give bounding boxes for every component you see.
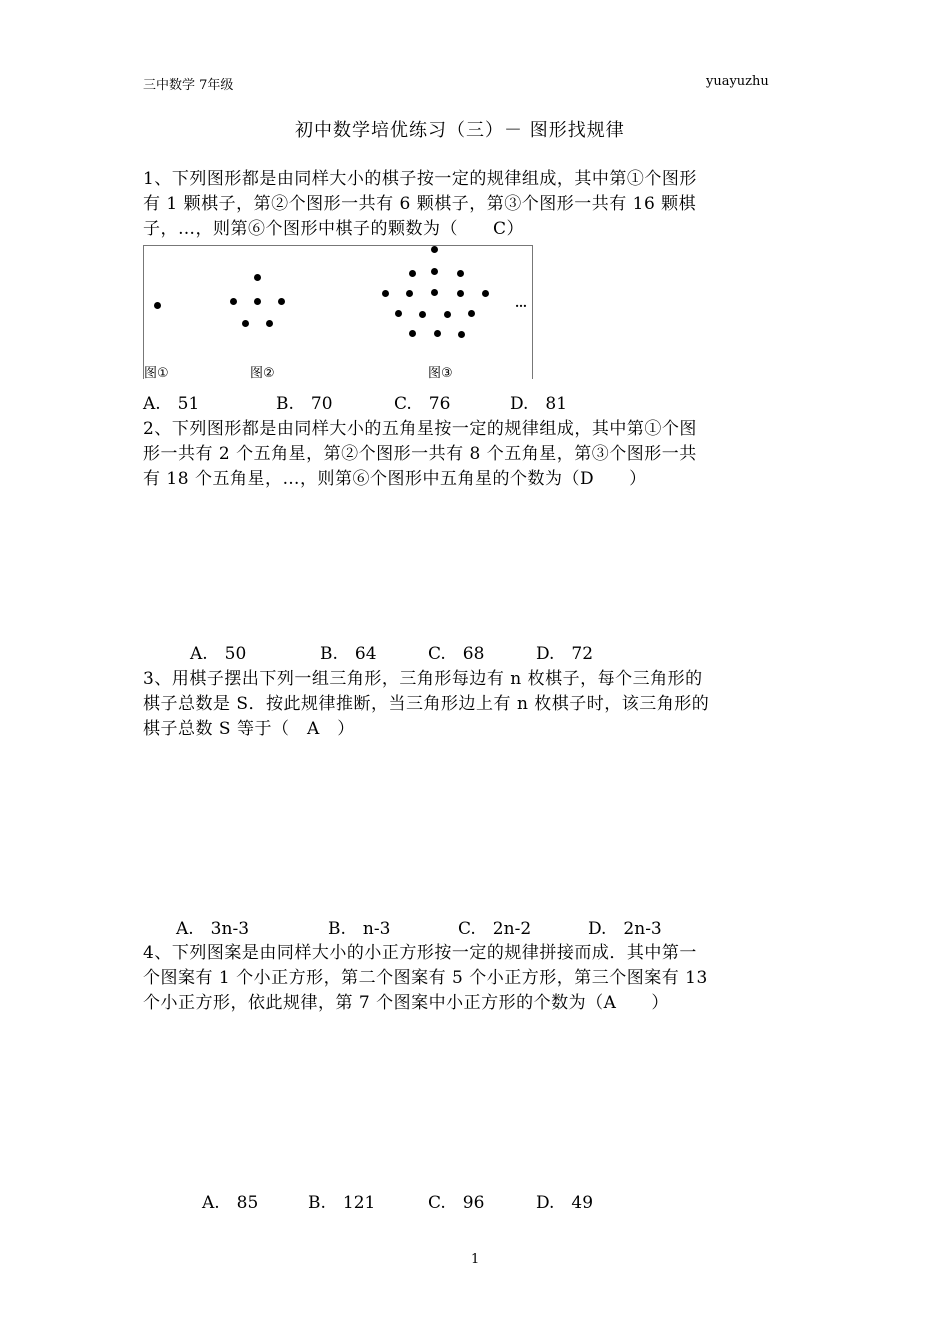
- q4-option-c: C. 96: [428, 1193, 485, 1213]
- figure3-dot: [382, 290, 389, 297]
- figure2-dot: [230, 298, 237, 305]
- page-title: 初中数学培优练习（三）－ 图形找规律: [295, 120, 625, 141]
- figure3-dot: [468, 310, 475, 317]
- q2-option-d: D. 72: [536, 644, 594, 664]
- q4-option-a: A. 85: [202, 1193, 259, 1213]
- figure3-dot: [431, 289, 438, 296]
- header-left: 三中数学 7年级: [143, 78, 234, 93]
- q2-option-b: B. 64: [320, 644, 377, 664]
- figure3-dot: [409, 330, 416, 337]
- q4-option-b: B. 121: [308, 1193, 376, 1213]
- q2-line-1: 2、下列图形都是由同样大小的五角星按一定的规律组成，其中第①个图: [143, 419, 697, 439]
- q2-option-a: A. 50: [190, 644, 247, 664]
- figure2-dot: [242, 320, 249, 327]
- figure3-dot: [444, 311, 451, 318]
- figure2-dot: [254, 298, 261, 305]
- figure3-dot: [431, 268, 438, 275]
- figure3-dot: [457, 270, 464, 277]
- figure3-dot: [406, 290, 413, 297]
- figure3-dot: [419, 311, 426, 318]
- q3-option-d: D. 2n-3: [588, 919, 662, 939]
- figure3-dot: [457, 290, 464, 297]
- page-number: 1: [471, 1252, 480, 1267]
- q3-line-2: 棋子总数是 S．按此规律推断，当三角形边上有 n 枚棋子时，该三角形的: [143, 694, 710, 714]
- q3-option-c: C. 2n-2: [458, 919, 532, 939]
- q1-figure: [143, 245, 533, 379]
- q1-line-1: 1、下列图形都是由同样大小的棋子按一定的规律组成，其中第①个图形: [143, 169, 697, 189]
- q2-option-c: C. 68: [428, 644, 485, 664]
- figure3-dot: [409, 270, 416, 277]
- figure3-dot: [431, 246, 438, 253]
- figure3-label: 图③: [428, 366, 453, 381]
- figure1-dot: [154, 302, 161, 309]
- q1-option-c: C. 76: [394, 394, 451, 414]
- q3-option-b: B. n-3: [328, 919, 391, 939]
- q1-option-d: D. 81: [510, 394, 568, 414]
- q3-option-a: A. 3n-3: [176, 919, 250, 939]
- q4-line-3: 个小正方形，依此规律，第 7 个图案中小正方形的个数为（A ）: [143, 993, 669, 1013]
- q2-line-3: 有 18 个五角星，…，则第⑥个图形中五角星的个数为（D ）: [143, 469, 647, 489]
- figure2-dot: [278, 298, 285, 305]
- figure3-dot: [458, 331, 465, 338]
- q3-line-1: 3、用棋子摆出下列一组三角形，三角形每边有 n 枚棋子，每个三角形的: [143, 669, 703, 689]
- q1-option-a: A. 51: [143, 394, 200, 414]
- q1-line-2: 有 1 颗棋子，第②个图形一共有 6 颗棋子，第③个图形一共有 16 颗棋: [143, 194, 697, 214]
- figure1-label: 图①: [144, 366, 169, 381]
- header-right: yuayuzhu: [706, 74, 769, 89]
- q3-line-3: 棋子总数 S 等于（ A ）: [143, 719, 355, 739]
- q1-option-b: B. 70: [276, 394, 333, 414]
- figure3-dot: [434, 330, 441, 337]
- q2-line-2: 形一共有 2 个五角星，第②个图形一共有 8 个五角星，第③个图形一共: [143, 444, 697, 464]
- q4-line-2: 个图案有 1 个小正方形，第二个图案有 5 个小正方形，第三个图案有 13: [143, 968, 708, 988]
- figure2-dot: [254, 274, 261, 281]
- q4-line-1: 4、下列图案是由同样大小的小正方形按一定的规律拼接而成．其中第一: [143, 943, 697, 963]
- figure3-dot: [482, 290, 489, 297]
- figure3-dot: [395, 310, 402, 317]
- figure2-dot: [266, 320, 273, 327]
- q1-line-3: 子，…，则第⑥个图形中棋子的颗数为（ C）: [143, 219, 525, 239]
- figure-ellipsis: …: [515, 296, 526, 310]
- q4-option-d: D. 49: [536, 1193, 594, 1213]
- figure2-label: 图②: [250, 366, 275, 381]
